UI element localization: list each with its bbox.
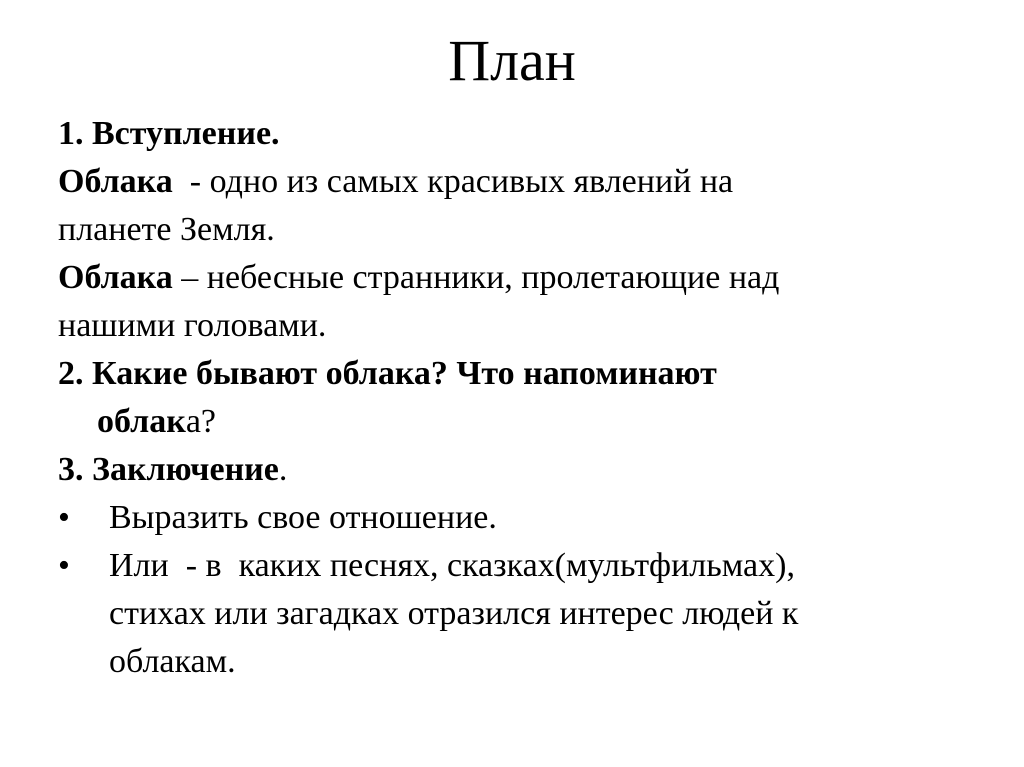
paragraph-2-text: – небесные странники, пролетающие над	[172, 259, 780, 296]
section-2-heading-text: 2. Какие бывают облака? Что напоминают	[58, 355, 717, 392]
bullet-text: Или - в каких песнях, сказках(мультфильмах),	[109, 547, 795, 584]
paragraph-1-line-2	[58, 206, 998, 254]
bullet-item	[58, 542, 998, 590]
section-2-heading-cont-bold: облак	[97, 403, 186, 440]
section-1-heading-text: 1. Вступление.	[58, 115, 280, 152]
section-3-heading	[58, 446, 998, 494]
paragraph-2-line-2	[58, 302, 998, 350]
paragraph-2-text-cont: нашими головами.	[58, 307, 327, 344]
paragraph-1-term: Облака	[58, 163, 173, 200]
section-2-heading-cont	[58, 398, 998, 446]
section-1-heading	[58, 110, 998, 158]
paragraph-1-text: - одно из самых красивых явлений на	[172, 163, 734, 200]
bullet-item	[58, 494, 998, 542]
paragraph-2-term: Облака	[58, 259, 173, 296]
bullet-icon: •	[58, 547, 70, 584]
slide-content	[58, 110, 998, 686]
slide-title: План	[448, 28, 576, 93]
paragraph-1-text-cont: планете Земля.	[58, 211, 275, 248]
section-3-heading-text: 3. Заключение	[58, 451, 279, 488]
paragraph-2-line-1	[58, 254, 998, 302]
section-2-heading	[58, 350, 998, 398]
bullet-text-cont: стихах или загадках отразился интерес людей к	[109, 595, 799, 632]
bullet-icon: •	[58, 499, 70, 536]
bullet-text: Выразить свое отношение.	[109, 499, 497, 536]
section-3-heading-dot: .	[278, 451, 288, 488]
paragraph-1-line-1	[58, 158, 998, 206]
section-2-heading-cont-rest: а?	[185, 403, 217, 440]
bullet-text-cont: облакам.	[109, 643, 236, 680]
